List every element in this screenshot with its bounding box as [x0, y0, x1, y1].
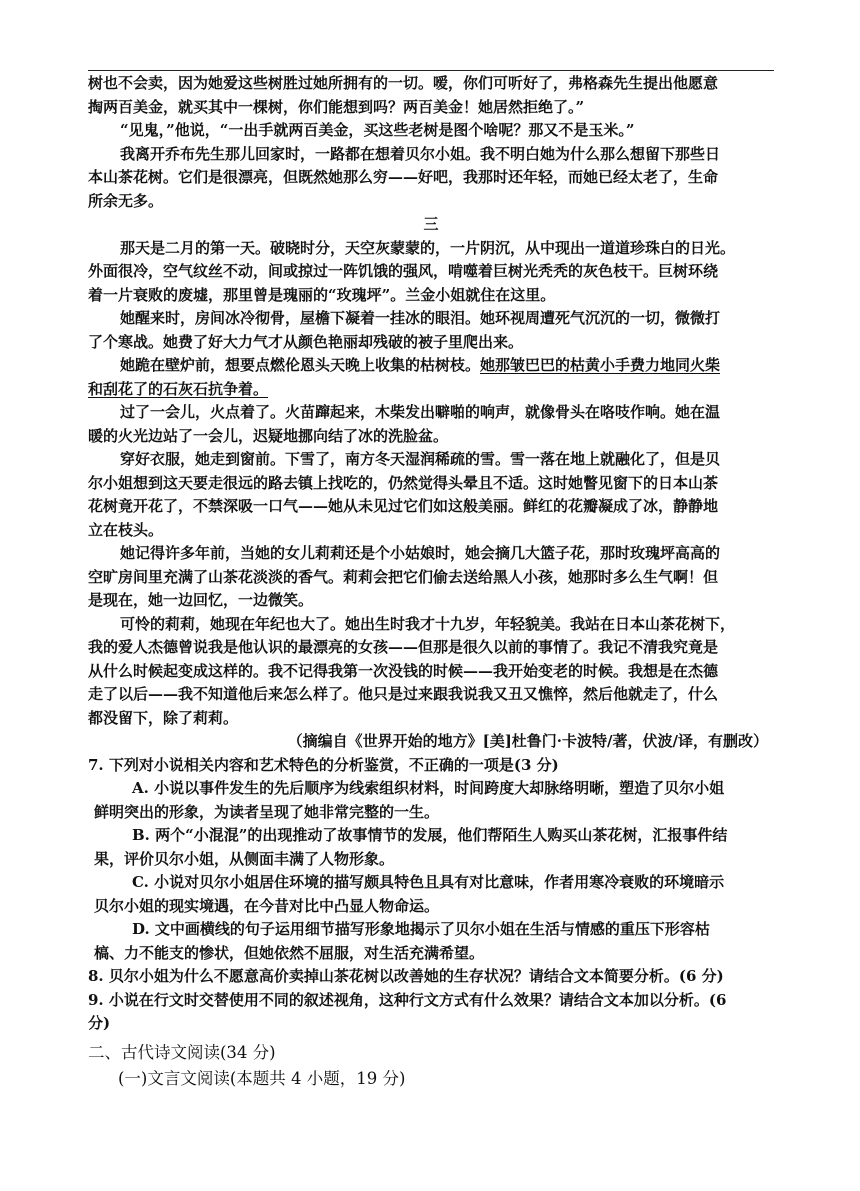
- story-line: [88, 354, 774, 378]
- top-rule: [88, 70, 774, 71]
- story-line: 过了一会儿，火点着了。火苗蹿起来，木柴发出噼啪的响声，就像骨头在咯吱作响。她在温: [120, 403, 721, 421]
- option-d: D. 文中画横线的句子运用细节描写形象地揭示了贝尔小姐在生活与情感的重压下形容枯: [132, 920, 710, 938]
- story-line: 本山茶花树。它们是很漂亮，但既然她那么穷——好吧，我那时还年轻，而她已经太老了，生命: [88, 168, 719, 186]
- subsection-heading: (一)文言文阅读(本题共 4 小题，19 分): [118, 1068, 406, 1088]
- story-line: 花树竟开花了，不禁深吸一口气——她从未见过它们如这般美丽。鲜红的花瓣凝成了冰，静静地: [88, 497, 719, 515]
- option-c: C. 小说对贝尔小姐居住环境的描写颇具特色且具有对比意味，作者用寒冷衰败的环境暗示: [132, 873, 725, 891]
- story-line: 是现在，她一边回忆，一边微笑。: [88, 591, 314, 609]
- option-d: 槁、力不能支的惨状，但她依然不屈服，对生活充满希望。: [94, 943, 485, 962]
- story-line: 立在枝头。: [88, 520, 164, 539]
- source-citation: （摘编自《世界开始的地方》[美]杜鲁门·卡波特/著，伏波/译，有删改）: [287, 732, 768, 750]
- option-b: 果，评价贝尔小姐，从侧面丰满了人物形象。: [94, 849, 395, 868]
- story-line: 所余无多。: [88, 191, 164, 210]
- story-line: 都没留下，除了莉莉。: [88, 708, 239, 727]
- story-line: 暖的火光边站了一会儿，迟疑地挪向结了冰的洗脸盆。: [88, 426, 449, 445]
- story-line: 她记得许多年前，当她的女儿莉莉还是个小姑娘时，她会摘几大篮子花，那时玫瑰坪高高的: [120, 544, 721, 562]
- underlined-sentence: 和刮花了的石灰石抗争着。: [88, 379, 269, 398]
- story-line: 从什么时候起变成这样的。我不记得我第一次没钱的时候——我开始变老的时候。我想是在杰德: [88, 661, 719, 680]
- section-heading: 二、古代诗文阅读(34 分): [88, 1042, 276, 1062]
- story-line: 那天是二月的第一天。破晓时分，天空灰蒙蒙的，一片阴沉，从中现出一道道珍珠白的日光。: [120, 238, 736, 257]
- story-line: [88, 378, 774, 402]
- story-line: 可怜的莉莉，她现在年纪也大了。她出生时我才十九岁，年轻貌美。我站在日本山茶花树下，: [120, 614, 736, 633]
- story-line: 空旷房间里充满了山茶花淡淡的香气。莉莉会把它们偷去送给黑人小孩，她那时多么生气啊！但: [88, 567, 719, 586]
- text-column: [88, 72, 774, 1092]
- story-line: 尔小姐想到这天要走很远的路去镇上找吃的，仍然觉得头晕且不适。这时她瞥见窗下的日本山茶: [88, 473, 719, 492]
- story-line: 我离开乔布先生那儿回家时，一路都在想着贝尔小姐。我不明白她为什么那么想留下那些日: [120, 144, 721, 163]
- plain-text: 她跪在壁炉前，想要点燃伦恩头天晚上收集的枯树枝。: [120, 356, 481, 374]
- story-line: 我的爱人杰德曾说我是他认识的最漂亮的女孩——但那是很久以前的事情了。我记不清我究竟是: [88, 638, 719, 656]
- story-line: 走了以后——我不知道他后来怎么样了。他只是过来跟我说我又丑又憔悴，然后他就走了，什么: [88, 685, 719, 703]
- story-line: 穿好衣服，她走到窗前。下雪了，南方冬天湿润稀疏的雪。雪一落在地上就融化了，但是贝: [120, 450, 721, 468]
- option-a: A. 小说以事件发生的先后顺序为线索组织材料，时间跨度大却脉络明晰，塑造了贝尔小姐: [132, 779, 725, 797]
- story-line: 了个寒战。她费了好大力气才从颜色艳丽却残破的被子里爬出来。: [88, 332, 524, 351]
- section-number: 三: [423, 215, 439, 233]
- question-8: 8. 贝尔小姐为什么不愿意高价卖掉山茶花树以改善她的生存状况？请结合文本简要分析。(6 分): [88, 967, 724, 985]
- option-c: 贝尔小姐的现实境遇，在今昔对比中凸显人物命运。: [94, 896, 440, 915]
- question-9: 分): [88, 1014, 111, 1032]
- question-7-stem: 7. 下列对小说相关内容和艺术特色的分析鉴赏，不正确的一项是(3 分): [88, 755, 559, 774]
- option-b: B. 两个“小混混”的出现推动了故事情节的发展，他们帮陌生人购买山茶花树，汇报事件结: [132, 826, 728, 844]
- story-line: 着一片衰败的废墟，那里曾是瑰丽的“玫瑰坪”。兰金小姐就住在这里。: [88, 285, 556, 304]
- story-line: 掏两百美金，就买其中一棵树，你们能想到吗？两百美金！她居然拒绝了。”: [88, 97, 585, 116]
- story-line: 树也不会卖，因为她爱这些树胜过她所拥有的一切。嗳，你们可听好了，弗格森先生提出他愿意: [88, 74, 719, 92]
- story-line: “见鬼，”他说，“一出手就两百美金，买这些老树是图个啥呢？那又不是玉米。”: [120, 121, 635, 139]
- option-a: 鲜明突出的形象，为读者呈现了她非常完整的一生。: [94, 802, 440, 821]
- underlined-sentence: 她那皱巴巴的枯黄小手费力地同火柴: [480, 356, 721, 374]
- story-line: 她醒来时，房间冰冷彻骨，屋檐下凝着一挂冰的眼泪。她环视周遭死气沉沉的一切，微微打: [120, 309, 721, 327]
- question-9: 9. 小说在行文时交替使用不同的叙述视角，这种行文方式有什么效果？请结合文本加以分析。(6: [88, 990, 727, 1009]
- story-line: 外面很冷，空气纹丝不动，间或掠过一阵饥饿的强风，啃噬着巨树光秃秃的灰色枝干。巨树环绕: [88, 262, 719, 280]
